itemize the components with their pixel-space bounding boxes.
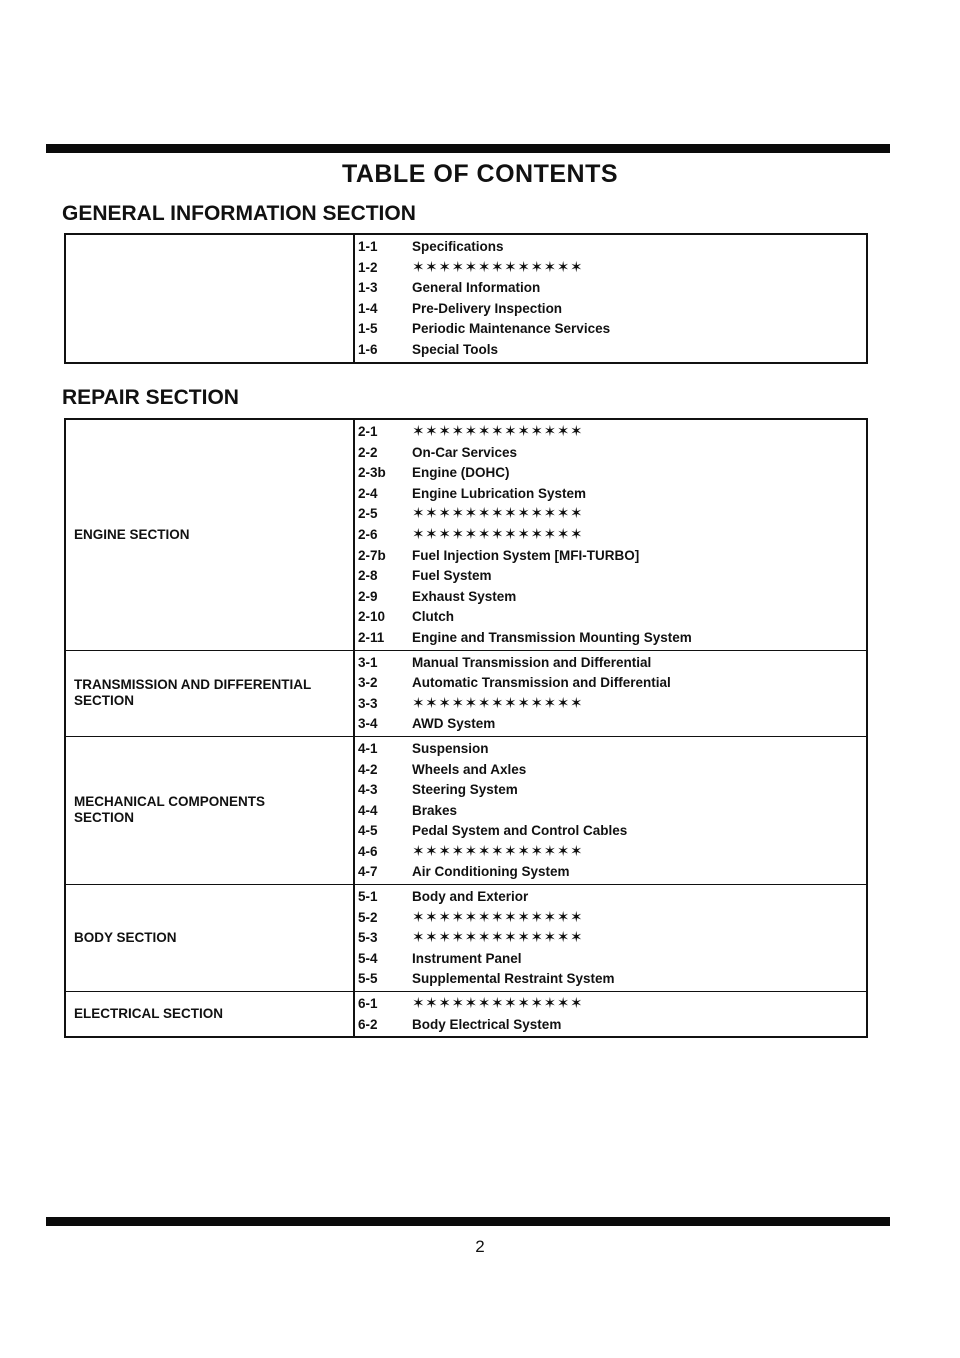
toc-entry[interactable] [355, 258, 866, 279]
entry-title: AWD System [412, 716, 496, 732]
entry-title: ✶✶✶✶✶✶✶✶✶✶✶✶✶ [412, 995, 584, 1013]
entry-number: 4-4 [358, 802, 378, 818]
entry-title: ✶✶✶✶✶✶✶✶✶✶✶✶✶ [412, 258, 584, 276]
entry-number: 3-4 [358, 716, 378, 732]
toc-entry[interactable] [355, 422, 866, 443]
toc-entry[interactable] [355, 299, 866, 320]
entry-title: ✶✶✶✶✶✶✶✶✶✶✶✶✶ [412, 423, 584, 440]
toc-entry[interactable] [355, 801, 866, 822]
entry-title: ✶✶✶✶✶✶✶✶✶✶✶✶✶ [412, 929, 584, 947]
group-label: ELECTRICAL SECTION [74, 1006, 224, 1022]
entry-title: Body Electrical System [412, 1016, 562, 1032]
entry-title: Pre-Delivery Inspection [412, 300, 563, 316]
general-toc-table [64, 233, 868, 364]
entry-number: 2-6 [358, 526, 378, 542]
entry-list [355, 235, 866, 362]
entry-title: Clutch [412, 609, 454, 625]
toc-group-transmission-and-differential [66, 650, 866, 736]
entry-title: Fuel System [412, 568, 492, 584]
entry-title: ✶✶✶✶✶✶✶✶✶✶✶✶✶ [412, 842, 584, 860]
entry-number: 3-1 [358, 654, 378, 670]
group-label: MECHANICAL COMPONENTS SECTION [74, 794, 266, 826]
general-section-heading: GENERAL INFORMATION SECTION [62, 202, 416, 225]
entry-number: 4-5 [358, 823, 378, 839]
toc-entry[interactable] [355, 673, 866, 694]
entry-title: On-Car Services [412, 444, 518, 460]
entry-title: Air Conditioning System [412, 864, 570, 880]
entry-number: 5-1 [358, 889, 378, 905]
entry-number: 1-2 [358, 259, 378, 275]
toc-entry[interactable] [355, 653, 866, 674]
entry-number: 1-1 [358, 239, 378, 254]
entry-list [355, 737, 866, 884]
toc-entry[interactable] [355, 862, 866, 883]
toc-entry[interactable] [355, 504, 866, 525]
entry-title: Engine (DOHC) [412, 465, 510, 481]
entry-list [355, 992, 866, 1036]
entry-number: 2-4 [358, 485, 378, 501]
entry-number: 1-4 [358, 300, 378, 316]
entry-title: Brakes [412, 802, 458, 818]
entry-number: 4-2 [358, 761, 378, 777]
entry-number: 2-1 [358, 424, 378, 439]
toc-entry[interactable] [355, 821, 866, 842]
toc-entry[interactable] [355, 566, 866, 587]
entry-title: Periodic Maintenance Services [412, 321, 611, 337]
entry-number: 4-6 [358, 843, 378, 859]
entry-title: ✶✶✶✶✶✶✶✶✶✶✶✶✶ [412, 525, 584, 543]
toc-entry[interactable] [355, 842, 866, 863]
entry-number: 2-5 [358, 506, 378, 522]
entry-list [355, 420, 866, 650]
entry-title: ✶✶✶✶✶✶✶✶✶✶✶✶✶ [412, 908, 584, 926]
toc-entry[interactable] [355, 969, 866, 990]
entry-title: Exhaust System [412, 588, 517, 604]
toc-entry[interactable] [355, 908, 866, 929]
entry-number: 2-7b [358, 547, 386, 563]
toc-entry[interactable] [355, 928, 866, 949]
entry-list [355, 885, 866, 991]
repair-toc-table [64, 418, 868, 1038]
toc-entry[interactable] [355, 780, 866, 801]
toc-entry[interactable] [355, 714, 866, 735]
toc-entry[interactable] [355, 607, 866, 628]
entry-title: Supplemental Restraint System [412, 971, 615, 987]
toc-group-body-section [66, 884, 866, 991]
entry-number: 2-8 [358, 568, 378, 584]
group-label: TRANSMISSION AND DIFFERENTIAL SECTION [74, 677, 312, 709]
toc-entry[interactable] [355, 760, 866, 781]
entry-number: 6-1 [358, 996, 378, 1012]
entry-title: Body and Exterior [412, 889, 529, 905]
entry-title: Wheels and Axles [412, 761, 527, 777]
toc-group-unlabeled [66, 235, 866, 362]
entry-number: 3-2 [358, 675, 378, 691]
repair-section-heading: REPAIR SECTION [62, 386, 239, 409]
entry-number: 2-11 [358, 629, 385, 645]
toc-entry[interactable] [355, 237, 866, 258]
toc-entry[interactable] [355, 1015, 866, 1036]
toc-entry[interactable] [355, 525, 866, 546]
toc-entry[interactable] [355, 443, 866, 464]
toc-group-engine-section [66, 420, 866, 650]
entry-number: 1-5 [358, 321, 378, 337]
toc-entry[interactable] [355, 340, 866, 361]
entry-title: Instrument Panel [412, 950, 522, 966]
entry-title: Automatic Transmission and Differential [412, 675, 671, 691]
bottom-rule [46, 1217, 890, 1226]
entry-title: Engine and Transmission Mounting System [412, 629, 692, 645]
entry-number: 2-10 [358, 609, 386, 625]
entry-number: 5-2 [358, 909, 378, 925]
entry-number: 2-3b [358, 465, 386, 481]
entry-number: 4-1 [358, 740, 378, 756]
entry-title: Pedal System and Control Cables [412, 823, 628, 839]
entry-title: Fuel Injection System [MFI-TURBO] [412, 547, 640, 563]
toc-entry[interactable] [355, 463, 866, 484]
toc-entry[interactable] [355, 484, 866, 505]
entry-title: General Information [412, 280, 541, 296]
toc-entry[interactable] [355, 994, 866, 1015]
entry-number: 4-7 [358, 864, 378, 880]
entry-title: Specifications [412, 239, 504, 254]
entry-number: 3-3 [358, 695, 378, 711]
entry-number: 5-3 [358, 930, 378, 946]
entry-number: 2-9 [358, 588, 378, 604]
entry-title: Suspension [412, 740, 489, 756]
entry-number: 5-5 [358, 971, 378, 987]
entry-number: 1-6 [358, 341, 378, 357]
toc-entry[interactable] [355, 694, 866, 715]
group-label: ENGINE SECTION [74, 526, 190, 542]
toc-entry[interactable] [355, 739, 866, 760]
entry-title: Steering System [412, 782, 518, 798]
toc-entry[interactable] [355, 949, 866, 970]
entry-number: 2-2 [358, 444, 378, 460]
toc-group-electrical-section [66, 991, 866, 1036]
entry-title: Special Tools [412, 341, 499, 357]
entry-list [355, 651, 866, 736]
toc-entry[interactable] [355, 587, 866, 608]
entry-title: Manual Transmission and Differential [412, 654, 652, 670]
page-number: 2 [475, 1237, 485, 1256]
entry-title: Engine Lubrication System [412, 485, 587, 501]
entry-number: 4-3 [358, 782, 378, 798]
entry-number: 1-3 [358, 280, 378, 296]
entry-number: 6-2 [358, 1016, 378, 1032]
toc-entry[interactable] [355, 546, 866, 567]
toc-entry[interactable] [355, 278, 866, 299]
toc-entry[interactable] [355, 628, 866, 649]
top-rule [46, 144, 890, 153]
entry-title: ✶✶✶✶✶✶✶✶✶✶✶✶✶ [412, 505, 584, 523]
entry-number: 5-4 [358, 950, 378, 966]
page-title: TABLE OF CONTENTS [341, 160, 619, 188]
toc-entry[interactable] [355, 319, 866, 340]
toc-group-mechanical-components [66, 736, 866, 884]
group-label: BODY SECTION [74, 930, 177, 946]
toc-entry[interactable] [355, 887, 866, 908]
entry-title: ✶✶✶✶✶✶✶✶✶✶✶✶✶ [412, 694, 584, 712]
